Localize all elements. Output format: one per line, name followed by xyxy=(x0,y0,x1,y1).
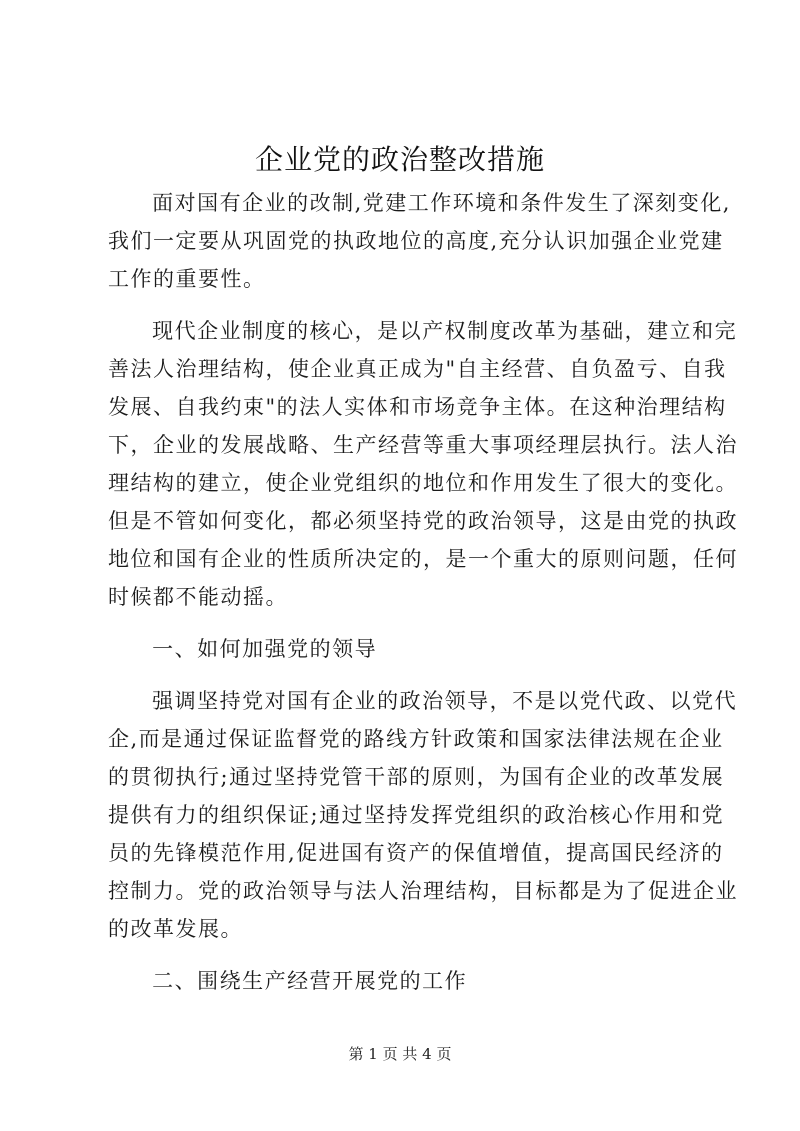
text-line: 现代企业制度的核心，是以产权制度改革为基础，建立和完 xyxy=(152,319,738,343)
heading-text: 一、如何加强党的领导 xyxy=(152,637,378,661)
paragraph-political-leadership xyxy=(108,682,738,948)
text-line: 提供有力的组织保证;通过坚持发挥党组织的政治核心作用和党 xyxy=(108,803,725,827)
text-line: 但是不管如何变化，都必须坚持党的政治领导，这是由党的执政 xyxy=(108,509,738,533)
document-body xyxy=(108,184,738,1000)
text-line: 善法人治理结构，使企业真正成为"自主经营、自负盈亏、自我 xyxy=(108,357,727,381)
text-line: 的贯彻执行;通过坚持党管干部的原则，为国有企业的改革发展 xyxy=(108,765,725,789)
text-line: 地位和国有企业的性质所决定的，是一个重大的原则问题，任何 xyxy=(108,547,738,571)
text-line: 的改革发展。 xyxy=(108,917,243,941)
heading-text: 二、围绕生产经营开展党的工作 xyxy=(152,969,468,993)
document-title: 企业党的政治整改措施 xyxy=(254,143,545,176)
text-line: 时候都不能动摇。 xyxy=(108,585,288,609)
text-line: 控制力。党的政治领导与法人治理结构，目标都是为了促进企业 xyxy=(108,879,738,903)
section-heading-2 xyxy=(108,962,712,1000)
text-line: 发展、自我约束"的法人实体和市场竞争主体。在这种治理结构 xyxy=(108,395,727,419)
text-line: 企,而是通过保证监督党的路线方针政策和国家法律法规在企业 xyxy=(108,727,724,751)
paragraph-intro xyxy=(108,184,731,298)
text-line: 面对国有企业的改制,党建工作环境和条件发生了深刻变化, xyxy=(152,191,731,215)
text-line: 我们一定要从巩固党的执政地位的高度,充分认识加强企业党建 xyxy=(108,229,724,253)
text-line: 下，企业的发展战略、生产经营等重大事项经理层执行。法人治 xyxy=(108,433,738,457)
paragraph-modern-enterprise xyxy=(108,312,738,616)
text-line: 强调坚持党对国有企业的政治领导，不是以党代政、以党代 xyxy=(152,689,738,713)
text-line: 员的先锋模范作用,促进国有资产的保值增值，提高国民经济的 xyxy=(108,841,724,865)
text-line: 理结构的建立，使企业党组织的地位和作用发生了很大的变化。 xyxy=(108,471,738,495)
page-footer: 第 1 页 共 4 页 xyxy=(348,1045,452,1063)
section-heading-1 xyxy=(108,630,712,668)
text-line: 工作的重要性。 xyxy=(108,267,266,291)
